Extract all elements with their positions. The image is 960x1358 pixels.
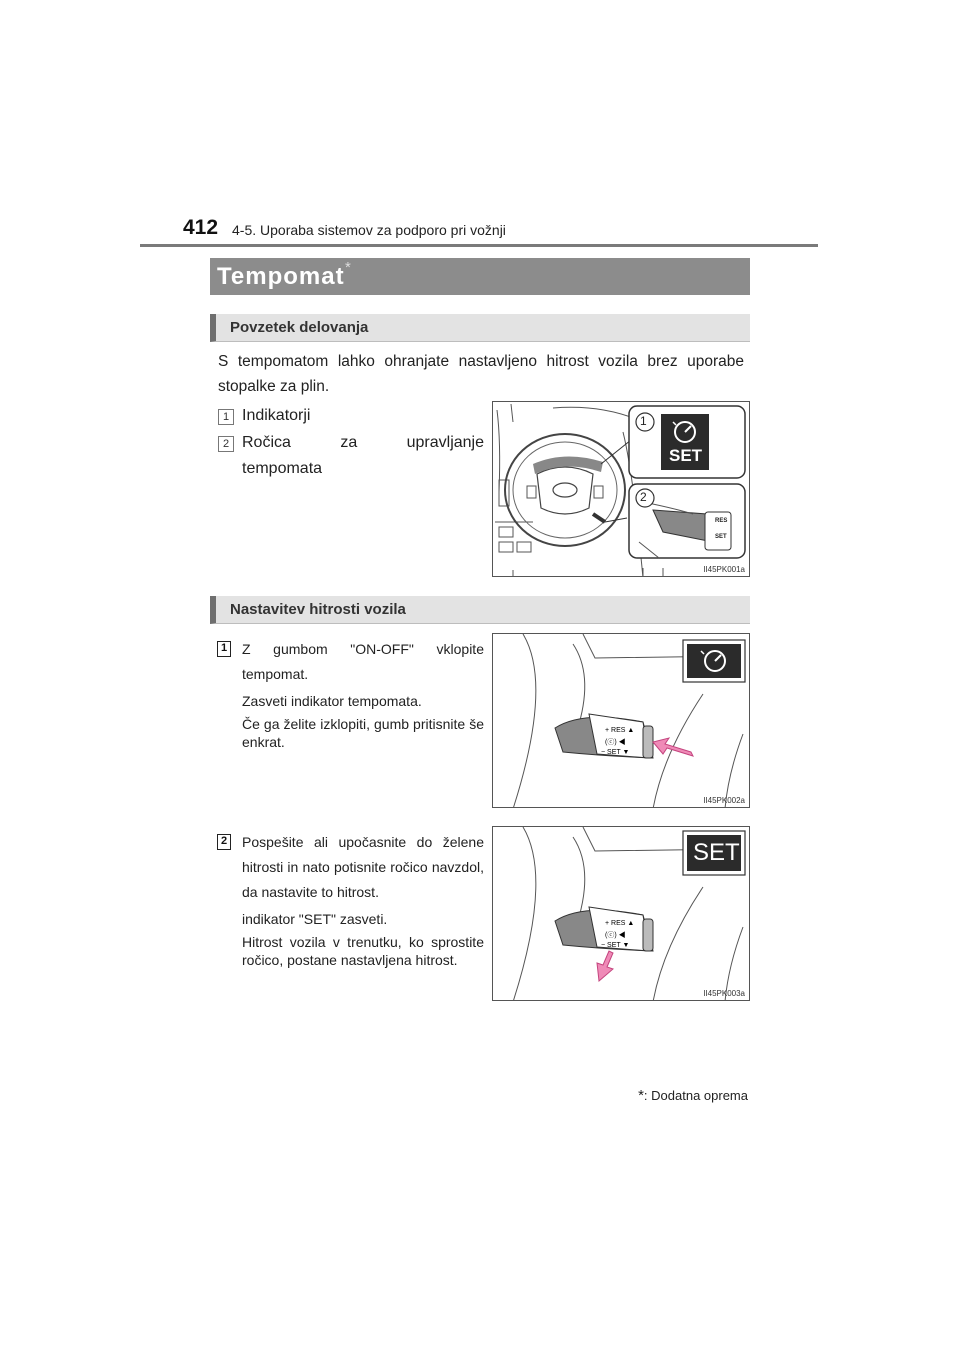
step-note: Če ga želite izklopiti, gumb pritisnite še enkrat. (242, 716, 484, 750)
figure-code: II45PK001a (703, 565, 745, 574)
figure-code: II45PK003a (703, 989, 745, 998)
step-instruction: Z gumbom "ON-OFF" vklopite tempomat. (242, 641, 484, 682)
lever-set-label: SET (715, 534, 727, 540)
section-heading-bar (210, 314, 750, 342)
figure-code: II45PK002a (703, 796, 745, 805)
callout-number: 1 (640, 414, 647, 428)
step1-drawing (493, 634, 750, 808)
page-number: 412 (183, 216, 219, 239)
optional-equipment-mark: * (345, 259, 351, 276)
footnote (638, 1087, 748, 1104)
section-heading: Nastavitev hitrosti vozila (230, 601, 406, 618)
step-number: 2 (217, 834, 231, 850)
overview-drawing (493, 402, 750, 577)
overview-illustration (492, 401, 750, 577)
set-indicator-text: SET (669, 446, 703, 465)
step-text (242, 830, 484, 969)
section-heading: Povzetek delovanja (230, 319, 369, 336)
footnote-text: : Dodatna oprema (643, 1088, 748, 1103)
svg-text:+ RES ▲: + RES ▲ (605, 727, 635, 734)
intro-paragraph: S tempomatom lahko ohranjate nastavljeno hitrost vozila brez uporabe stopalke za plin. (218, 353, 744, 395)
svg-text:− SET ▼: − SET ▼ (601, 749, 630, 756)
step2-illustration (492, 826, 750, 1001)
page-title: Tempomat (217, 263, 345, 290)
legend-text-continued: tempomata (242, 460, 323, 477)
step-text (242, 637, 484, 751)
set-indicator-text: SET (693, 839, 740, 866)
lever-res-label: RES (715, 518, 728, 524)
legend-text: Indikatorji (242, 407, 311, 424)
footnote-mark: * (638, 1087, 644, 1104)
svg-text:(ⓒ) ◀: (ⓒ) ◀ (605, 739, 626, 746)
svg-text:− SET ▼: − SET ▼ (601, 942, 630, 949)
chapter-title: 4-5. Uporaba sistemov za podporo pri vožnji (232, 222, 506, 238)
step-instruction: Pospešite ali upočasnite do želene hitrosti in nato potisnite ročico navzdol, da nastavite to hitrost. (242, 834, 484, 900)
legend-number: 1 (218, 409, 234, 425)
legend-number: 2 (218, 436, 234, 452)
step-note: indikator "SET" zasveti. (242, 911, 388, 927)
svg-text:+ RES ▲: + RES ▲ (605, 920, 635, 927)
callout-number: 2 (640, 490, 647, 504)
legend-text: Ročica za upravljanje (242, 434, 484, 451)
svg-text:(ⓒ) ◀: (ⓒ) ◀ (605, 932, 626, 939)
step-note: Zasveti indikator tempomata. (242, 693, 422, 709)
step-note: Hitrost vozila v trenutku, ko sprostite ročico, postane nastavljena hitrost. (242, 934, 484, 968)
header-rule (140, 244, 818, 247)
section-heading-bar (210, 596, 750, 624)
step-number: 1 (217, 641, 231, 657)
step1-illustration (492, 633, 750, 808)
